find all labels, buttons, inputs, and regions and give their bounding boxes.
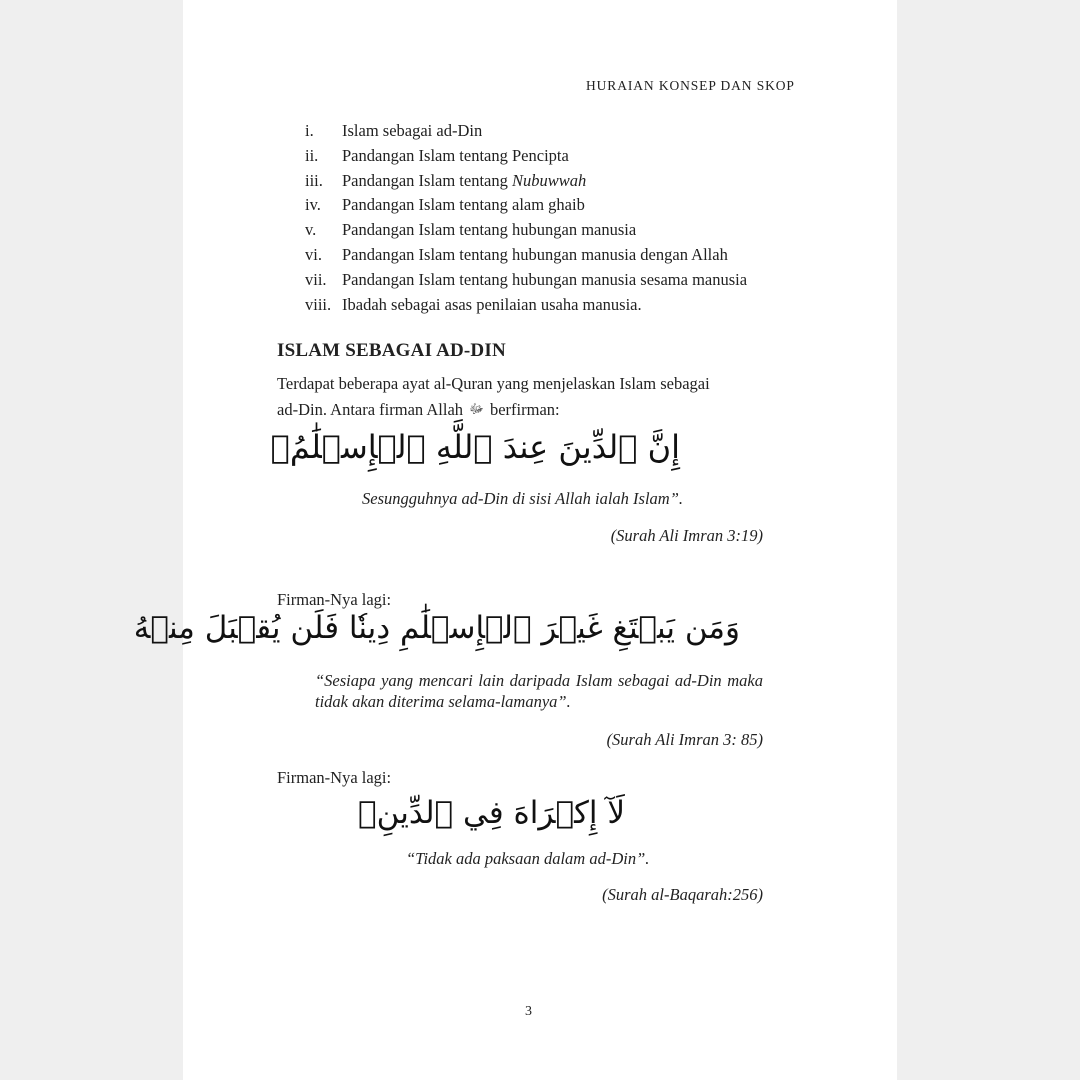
item-number: iv. bbox=[305, 195, 321, 215]
item-number: vi. bbox=[305, 244, 322, 264]
page-number: 3 bbox=[525, 1004, 532, 1019]
item-number: i. bbox=[305, 121, 314, 140]
reference-1: (Surah Ali Imran 3:19) bbox=[610, 526, 763, 545]
item-text: Pandangan Islam tentang bbox=[342, 170, 512, 190]
lead-text-3: Firman-Nya lagi: bbox=[277, 768, 392, 787]
section-heading: ISLAM SEBAGAI AD-DIN bbox=[277, 340, 506, 361]
item-text: Pandangan Islam tentang hubungan manusia sesama manusia bbox=[342, 269, 748, 289]
item-number: ii. bbox=[305, 145, 319, 165]
list-item bbox=[305, 193, 747, 218]
translation-2: “Sesiapa yang mencari lain daripada Islam sebagai ad-Din maka tidak akan diterima selama-lamanya”. bbox=[315, 671, 763, 711]
item-text: Ibadah sebagai asas penilaian usaha manusia. bbox=[342, 294, 642, 314]
item-number: viii. bbox=[305, 294, 332, 314]
list-item bbox=[305, 119, 747, 144]
list-item bbox=[305, 268, 747, 293]
list-item bbox=[305, 169, 747, 194]
item-text-italic: Nubuwwah bbox=[512, 170, 587, 190]
arabic-verse-2: وَمَن يَبۡتَغِ غَيۡرَ ٱلۡإِسۡلَٰمِ دِينٗا فَلَن يُقۡبَلَ مِنۡهُ bbox=[133, 610, 740, 646]
translation-3: “Tidak ada paksaan dalam ad-Din”. bbox=[406, 849, 650, 868]
list-item bbox=[305, 218, 747, 243]
list-item bbox=[305, 144, 747, 169]
item-number: v. bbox=[305, 220, 317, 240]
lead-text-2: Firman-Nya lagi: bbox=[277, 590, 392, 609]
intro-paragraph bbox=[277, 371, 797, 422]
arabic-verse-3: لَآ إِكۡرَاهَ فِي ٱلدِّينِۖ bbox=[358, 795, 625, 831]
item-number: vii. bbox=[305, 269, 327, 289]
item-number: iii. bbox=[305, 170, 323, 190]
intro-line-1: Terdapat beberapa ayat al-Quran yang menjelaskan Islam sebagai bbox=[277, 374, 710, 393]
item-text: Islam sebagai ad-Din bbox=[342, 121, 483, 140]
item-text: Pandangan Islam tentang hubungan manusia bbox=[342, 220, 637, 240]
item-text: Pandangan Islam tentang Pencipta bbox=[342, 145, 569, 165]
arabic-verse-1: إِنَّ ٱلدِّينَ عِندَ ٱللَّهِ ٱلۡإِسۡلَٰمُۗ bbox=[270, 428, 680, 466]
reference-2: (Surah Ali Imran 3: 85) bbox=[606, 730, 763, 749]
list-item bbox=[305, 243, 747, 268]
item-text: Pandangan Islam tentang alam ghaib bbox=[342, 195, 585, 215]
running-head: HURAIAN KONSEP DAN SKOP bbox=[586, 78, 795, 93]
translation-1: Sesungguhnya ad-Din di sisi Allah ialah Islam”. bbox=[362, 489, 683, 508]
item-text: Pandangan Islam tentang hubungan manusia dengan Allah bbox=[342, 244, 728, 264]
topic-list bbox=[305, 119, 747, 317]
intro-line-2b: berfirman: bbox=[489, 400, 560, 419]
reference-3: (Surah al-Baqarah:256) bbox=[602, 885, 763, 904]
intro-line-2a: ad-Din. Antara firman Allah bbox=[277, 400, 464, 419]
list-item bbox=[305, 293, 747, 318]
honorific-glyph: ﷻ bbox=[469, 401, 484, 416]
